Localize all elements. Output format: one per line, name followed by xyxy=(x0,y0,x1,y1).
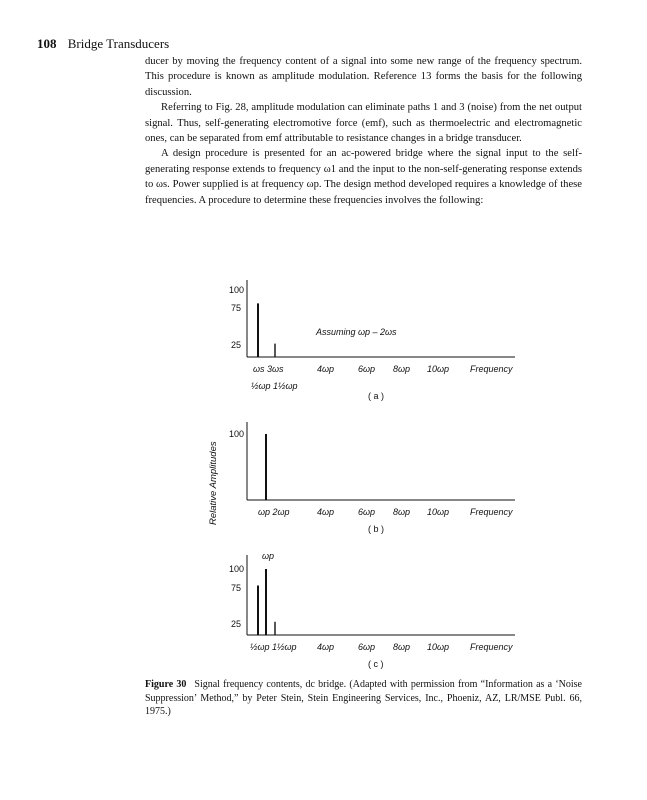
panel-b-xlabel-1: ωp 2ωp xyxy=(258,507,290,517)
caption-text: Signal frequency contents, dc bridge. (Adapted with permission from “Information as a ‘Noise Suppression’ Method,” by Peter Stein, Stein Engineering Services, Inc., Phoeniz, AZ, LR/MSE Publ. 66, 1975.) xyxy=(145,679,582,717)
paragraph-1: ducer by moving the frequency content of a signal into some new range of the frequency spectrum. This procedure is known as amplitude modulation. Reference 13 forms the basis for the following discussion. xyxy=(145,56,582,98)
panel-a-xlabel-1: ωs 3ωs xyxy=(253,364,284,374)
running-title: Bridge Transducers xyxy=(67,36,170,51)
paragraph-2: Referring to Fig. 28, amplitude modulation can eliminate paths 1 and 3 (noise) from the net output signal. Thus, self-generating electromotive force (emf), such as thermoelectric and electromagnetic ones, can be separated from emf attributable to resistance changes in a bridge transducer. xyxy=(145,102,582,145)
panel-a-annotation: Assuming ωp – 2ωs xyxy=(316,327,397,337)
paragraph-3: A design procedure is presented for an ac-powered bridge where the signal input to the self-generating response extends to frequency ω1 and the input to the non-self-generating response extends to ωs. Power supplied is at frequency ωp. The design method developed requires a knowledge of these frequencies. A procedure to determine these frequencies involves the following: xyxy=(145,148,582,206)
panel-b xyxy=(229,422,515,534)
panel-c-ytick-75: 75 xyxy=(231,583,242,593)
panel-a-xlabel-3: 6ωp xyxy=(358,364,376,374)
panel-c-xlabel-5: 10ωp xyxy=(427,642,450,652)
panel-a-xlabel-6: Frequency xyxy=(470,364,513,374)
panel-a-ytick-25: 25 xyxy=(231,340,242,350)
panel-c-ytick-25: 25 xyxy=(231,619,242,629)
panel-c-ytick-100: 100 xyxy=(229,564,245,574)
panel-c-xlabel-4: 8ωp xyxy=(393,642,411,652)
panel-b-xlabel-2: 4ωp xyxy=(317,507,335,517)
panel-b-ytick-100: 100 xyxy=(229,429,245,439)
panel-c xyxy=(229,551,515,669)
figure-label: Figure 30 xyxy=(145,679,187,690)
panel-a-label: ( a ) xyxy=(368,391,385,401)
panel-a-xsublabel: ½ωp 1½ωp xyxy=(251,381,298,391)
panel-b-xlabel-3: 6ωp xyxy=(358,507,376,517)
panel-c-xlabel-3: 6ωp xyxy=(358,642,376,652)
panel-b-xlabel-6: Frequency xyxy=(470,507,513,517)
panel-c-xlabel-2: 4ωp xyxy=(317,642,335,652)
panel-c-peak-label: ωp xyxy=(262,551,275,561)
panel-a-xlabel-4: 8ωp xyxy=(393,364,411,374)
panel-a-ytick-100: 100 xyxy=(229,285,245,295)
panel-a-xlabel-2: 4ωp xyxy=(317,364,335,374)
panel-a-xlabel-5: 10ωp xyxy=(427,364,450,374)
panel-a-ytick-75: 75 xyxy=(231,303,242,313)
y-axis-label: Relative Amplitudes xyxy=(208,441,219,525)
panel-b-xlabel-4: 8ωp xyxy=(393,507,411,517)
figure-caption xyxy=(145,678,582,719)
panel-c-label: ( c ) xyxy=(368,659,384,669)
panel-b-label: ( b ) xyxy=(368,524,385,534)
panel-c-xlabel-6: Frequency xyxy=(470,642,513,652)
panel-c-xlabel-1: ½ωp 1½ωp xyxy=(250,642,297,652)
page-number: 108 xyxy=(37,36,57,51)
panel-a xyxy=(229,280,515,401)
panel-b-xlabel-5: 10ωp xyxy=(427,507,450,517)
